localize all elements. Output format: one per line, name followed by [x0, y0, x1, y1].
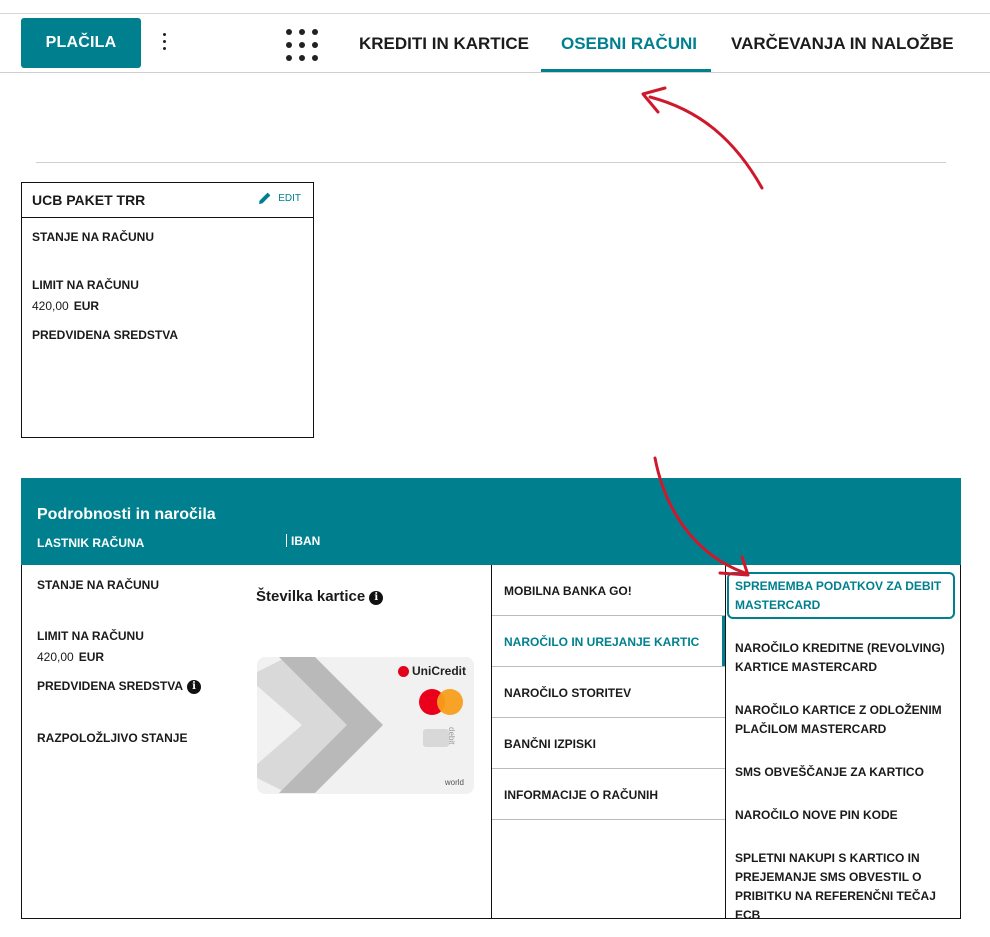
menu-item-mobile-bank[interactable] — [492, 565, 725, 616]
submenu-revolving-credit-card[interactable]: NAROČILO KREDITNE (REVOLVING) KARTICE MASTERCARD — [735, 641, 945, 674]
tab-credits-and-cards[interactable]: KREDITI IN KARTICE — [359, 34, 529, 53]
details-limit-value — [37, 650, 104, 664]
iban-label-text: IBAN — [291, 534, 321, 548]
menu-item-service-orders[interactable] — [492, 667, 725, 718]
iban-label — [286, 534, 320, 548]
balance-label: STANJE NA RAČUNU — [32, 230, 155, 244]
limit-value — [32, 299, 99, 313]
info-icon[interactable]: i — [369, 591, 383, 605]
card-chip — [423, 729, 449, 747]
submenu-online-purchases-sms[interactable]: SPLETNI NAKUPI S KARTICO IN PREJEMANJE SMS OBVESTIL O PRIBITKU NA REFERENČNI TEČAJ ECB — [735, 851, 936, 922]
details-available-label: RAZPOLOŽLJIVO STANJE — [37, 731, 188, 745]
apps-grid-icon[interactable] — [286, 29, 320, 63]
details-title: Podrobnosti in naročila — [37, 506, 216, 523]
info-icon[interactable]: i — [187, 680, 201, 694]
edit-button[interactable] — [258, 191, 301, 205]
menu-item-label: BANČNI IZPISKI — [504, 737, 597, 751]
mastercard-logo-right — [437, 689, 463, 715]
section-divider — [36, 162, 946, 163]
unicredit-logo-icon — [398, 666, 409, 677]
column-divider — [725, 565, 726, 918]
details-limit-amount: 420,00 — [37, 650, 74, 664]
edit-label: EDIT — [278, 192, 301, 204]
active-menu-indicator — [722, 616, 725, 666]
account-card-header — [22, 183, 313, 218]
card-number-label: Številka kartice — [256, 588, 366, 605]
pencil-icon — [258, 191, 272, 205]
details-expected-funds — [37, 679, 201, 694]
limit-label: LIMIT NA RAČUNU — [32, 278, 139, 292]
tab-savings-and-investments[interactable]: VARČEVANJA IN NALOŽBE — [731, 34, 954, 53]
account-card-title: UCB PAKET TRR — [32, 192, 146, 208]
card-debit-text: debit — [447, 727, 456, 745]
details-body — [21, 565, 961, 922]
submenu-sms-notifications[interactable]: SMS OBVEŠČANJE ZA KARTICO — [735, 765, 924, 779]
menu-item-label: NAROČILO STORITEV — [504, 686, 632, 700]
details-limit-currency: EUR — [78, 650, 105, 664]
account-summary-card[interactable] — [21, 182, 314, 438]
annotation-arrow-to-tab — [643, 88, 762, 188]
submenu-new-pin[interactable]: NAROČILO NOVE PIN KODE — [735, 808, 898, 822]
unicredit-brand: UniCredit — [412, 664, 466, 678]
card-world-text: world — [444, 778, 464, 787]
menu-item-card-orders[interactable] — [492, 616, 725, 667]
active-tab-indicator — [541, 69, 711, 72]
details-header — [21, 478, 961, 565]
debit-card-image — [257, 657, 474, 794]
unicredit-logo — [398, 664, 466, 678]
top-navigation — [0, 14, 990, 73]
menu-item-label: NAROČILO IN UREJANJE KARTIC — [504, 635, 700, 649]
expected-funds-label: PREDVIDENA SREDSTVA — [32, 328, 179, 342]
details-limit-label: LIMIT NA RAČUNU — [37, 629, 144, 643]
menu-item-label: MOBILNA BANKA GO! — [504, 584, 632, 598]
submenu-debit-mastercard-data[interactable]: SPREMEMBA PODATKOV ZA DEBIT MASTERCARD — [735, 579, 942, 612]
menu-item-label: INFORMACIJE O RAČUNIH — [504, 788, 659, 802]
card-number — [256, 588, 383, 605]
more-vertical-icon[interactable] — [158, 31, 170, 53]
limit-amount: 420,00 — [32, 299, 69, 313]
submenu-deferred-payment-card[interactable]: NAROČILO KARTICE Z ODLOŽENIM PLAČILOM MASTERCARD — [735, 703, 942, 736]
tab-personal-accounts[interactable]: OSEBNI RAČUNI — [561, 34, 698, 53]
details-panel — [21, 478, 961, 920]
details-expected-funds-label: PREDVIDENA SREDSTVA — [37, 679, 184, 693]
payments-button[interactable]: PLAČILA — [21, 18, 141, 68]
limit-currency: EUR — [73, 299, 100, 313]
account-owner-label: LASTNIK RAČUNA — [37, 536, 145, 550]
menu-item-bank-statements[interactable] — [492, 718, 725, 769]
details-balance-label: STANJE NA RAČUNU — [37, 578, 160, 592]
menu-item-account-info[interactable] — [492, 769, 725, 820]
